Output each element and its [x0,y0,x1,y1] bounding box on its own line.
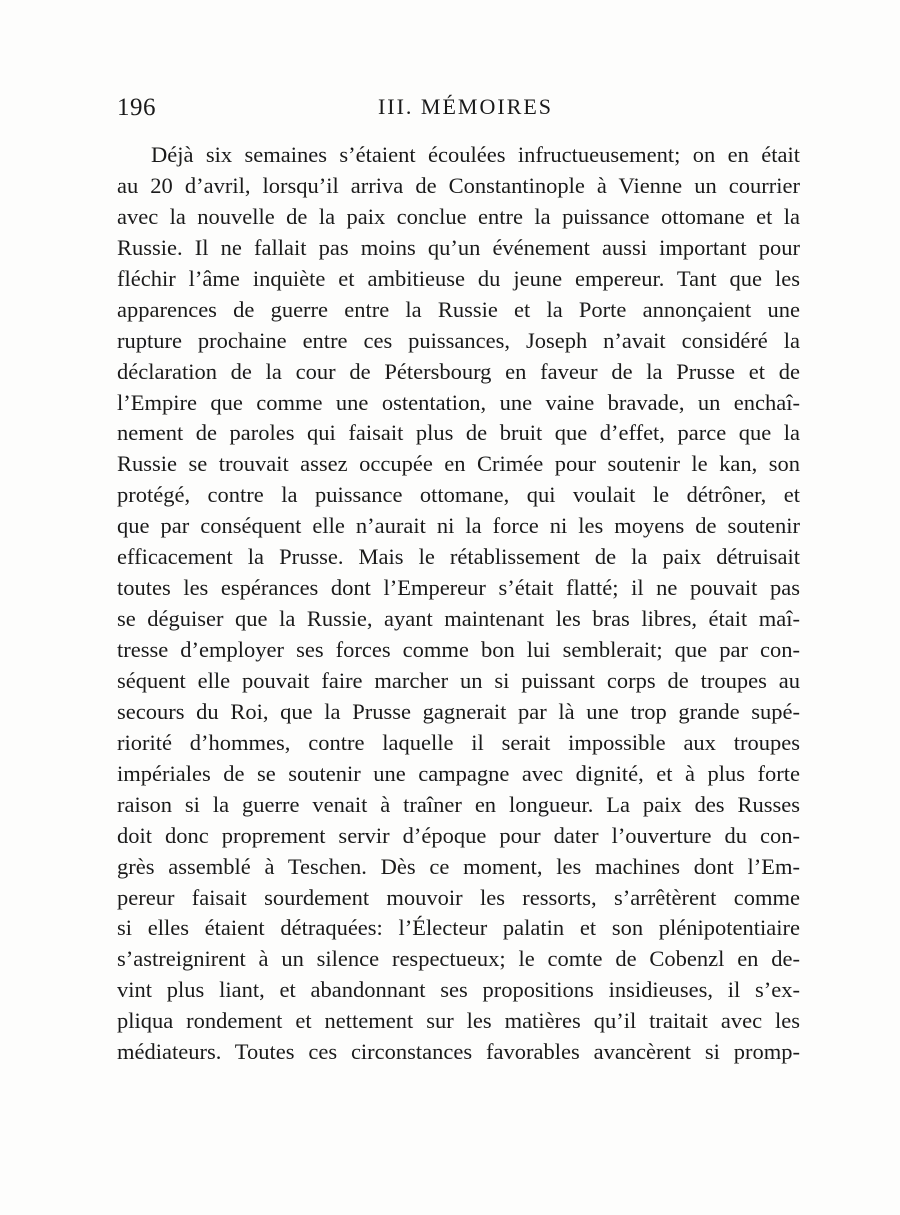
text-line: vint plus liant, et abandonnant ses propositions insidieuses, il s’ex- [117,977,800,1003]
text-line: apparences de guerre entre la Russie et la Porte annonçaient une [117,296,800,322]
text-line: Russie se trouvait assez occupée en Crimée pour soutenir le kan, son [117,451,800,477]
text-line: déclaration de la cour de Pétersbourg en faveur de la Prusse et de [117,358,800,384]
text-line: impériales de se soutenir une campagne avec dignité, et à plus forte [117,760,800,786]
text-line: l’Empire que comme une ostentation, une vaine bravade, un enchaî- [117,389,800,415]
text-line: efficacement la Prusse. Mais le rétablissement de la paix détruisait [117,544,800,570]
text-line: avec la nouvelle de la paix conclue entre la puissance ottomane et la [117,203,800,229]
running-head [117,94,800,126]
text-line: rupture prochaine entre ces puissances, Joseph n’avait considéré la [117,327,800,353]
text-line: grès assemblé à Teschen. Dès ce moment, les machines dont l’Em- [117,853,800,879]
page-number: 196 [117,94,156,121]
text-line: s’astreignirent à un silence respectueux; le comte de Cobenzl en de- [117,946,800,972]
text-line: riorité d’hommes, contre laquelle il serait impossible aux troupes [117,729,800,755]
text-line: toutes les espérances dont l’Empereur s’était flatté; il ne pouvait pas [117,575,800,601]
section-title: III. MÉMOIRES [377,94,554,119]
text-line: protégé, contre la puissance ottomane, qui voulait le détrôner, et [117,482,800,508]
text-line: si elles étaient détraquées: l’Électeur palatin et son plénipotentiaire [117,915,800,941]
text-line: Déjà six semaines s’étaient écoulées infructueusement; on en était [151,142,800,167]
text-line: nement de paroles qui faisait plus de bruit que d’effet, parce que la [117,420,800,446]
text-line: séquent elle pouvait faire marcher un si puissant corps de troupes au [117,667,800,693]
text-line: Russie. Il ne fallait pas moins qu’un événement aussi important pour [117,234,800,260]
text-line: fléchir l’âme inquiète et ambitieuse du jeune empereur. Tant que les [117,265,800,291]
text-line: pereur faisait sourdement mouvoir les ressorts, s’arrêtèrent comme [117,884,800,910]
text-line: pliqua rondement et nettement sur les matières qu’il traitait avec les [117,1008,800,1034]
body-text [117,140,800,1068]
text-line: se déguiser que la Russie, ayant maintenant les bras libres, était maî- [117,606,800,632]
text-line: que par conséquent elle n’aurait ni la force ni les moyens de soutenir [117,513,800,539]
text-line: médiateurs. Toutes ces circonstances favorables avancèrent si promp- [117,1039,800,1065]
text-line: au 20 d’avril, lorsqu’il arriva de Constantinople à Vienne un courrier [117,172,800,198]
text-line: tresse d’employer ses forces comme bon lui semblerait; que par con- [117,637,800,662]
text-line: secours du Roi, que la Prusse gagnerait par là une trop grande supé- [117,698,800,724]
text-line: raison si la guerre venait à traîner en longueur. La paix des Russes [117,791,800,817]
text-line: doit donc proprement servir d’époque pour dater l’ouverture du con- [117,822,800,848]
